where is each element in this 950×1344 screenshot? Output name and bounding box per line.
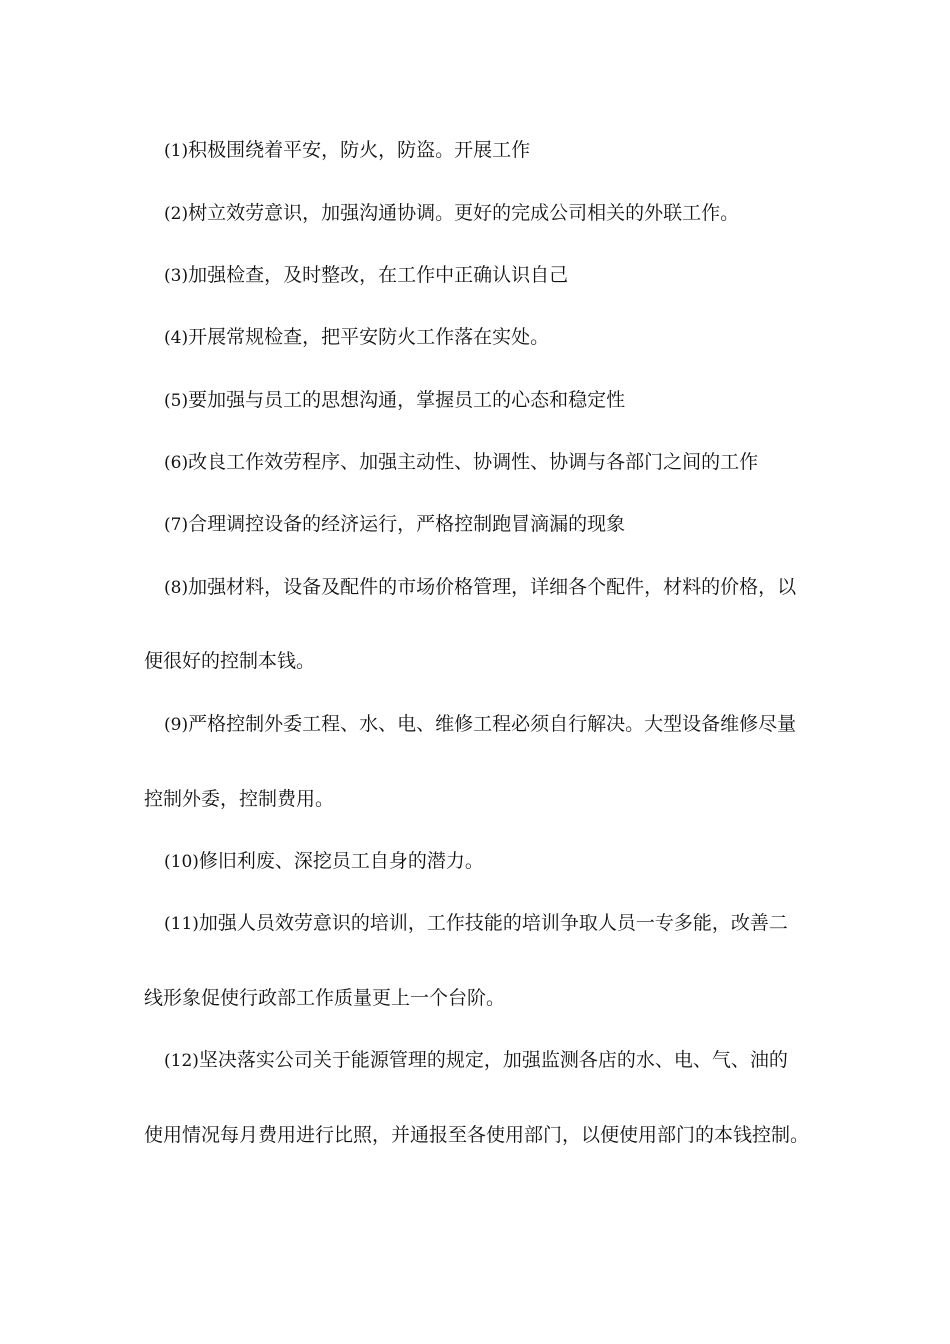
- item-number: (10): [164, 852, 199, 872]
- item-number: (5): [164, 391, 189, 411]
- list-item: [164, 575, 834, 600]
- list-item-continuation: 控制外委，控制费用。: [144, 788, 335, 810]
- item-text: 开展常规检查，把平安防火工作落在实处。: [188, 326, 550, 348]
- list-item: [164, 512, 834, 537]
- item-number: (8): [164, 578, 189, 598]
- item-text: 坚决落实公司关于能源管理的规定，加强监测各店的水、电、气、油的: [198, 1049, 788, 1071]
- item-number: (6): [164, 453, 189, 473]
- item-text: 修旧利废、深挖员工自身的潜力。: [198, 850, 484, 872]
- list-item: [164, 450, 834, 475]
- list-item-continuation: 使用情况每月费用进行比照，并通报至各使用部门，以便使用部门的本钱控制。: [144, 1124, 810, 1146]
- item-number: (4): [164, 328, 189, 348]
- item-number: (1): [164, 141, 189, 161]
- list-item: [164, 388, 834, 413]
- list-item: [164, 1048, 834, 1073]
- list-item-continuation: 线形象促使行政部工作质量更上一个台阶。: [144, 987, 506, 1009]
- item-number: (11): [164, 914, 199, 934]
- item-text: 加强检查，及时整改，在工作中正确认识自己: [188, 264, 569, 286]
- item-text: 加强人员效劳意识的培训，工作技能的培训争取人员一专多能，改善二: [198, 912, 788, 934]
- item-text: 合理调控设备的经济运行，严格控制跑冒滴漏的现象: [188, 513, 626, 535]
- list-item: [164, 325, 834, 350]
- list-item: [164, 911, 834, 936]
- item-text: 要加强与员工的思想沟通，掌握员工的心态和稳定性: [188, 389, 626, 411]
- item-number: (12): [164, 1051, 199, 1071]
- item-text: 改良工作效劳程序、加强主动性、协调性、协调与各部门之间的工作: [188, 451, 759, 473]
- list-item: [164, 712, 834, 737]
- list-item: [164, 263, 834, 288]
- item-text: 严格控制外委工程、水、电、维修工程必须自行解决。大型设备维修尽量: [188, 713, 797, 735]
- item-text: 积极围绕着平安，防火，防盗。开展工作: [188, 139, 531, 161]
- list-item: [164, 201, 834, 226]
- item-number: (3): [164, 266, 189, 286]
- item-text: 树立效劳意识，加强沟通协调。更好的完成公司相关的外联工作。: [188, 202, 740, 224]
- list-item: [164, 138, 834, 163]
- item-number: (7): [164, 515, 189, 535]
- item-number: (2): [164, 204, 189, 224]
- item-text: 加强材料，设备及配件的市场价格管理，详细各个配件，材料的价格，以: [188, 576, 797, 598]
- list-item-continuation: 便很好的控制本钱。: [144, 650, 316, 672]
- list-item: [164, 849, 834, 874]
- item-number: (9): [164, 715, 189, 735]
